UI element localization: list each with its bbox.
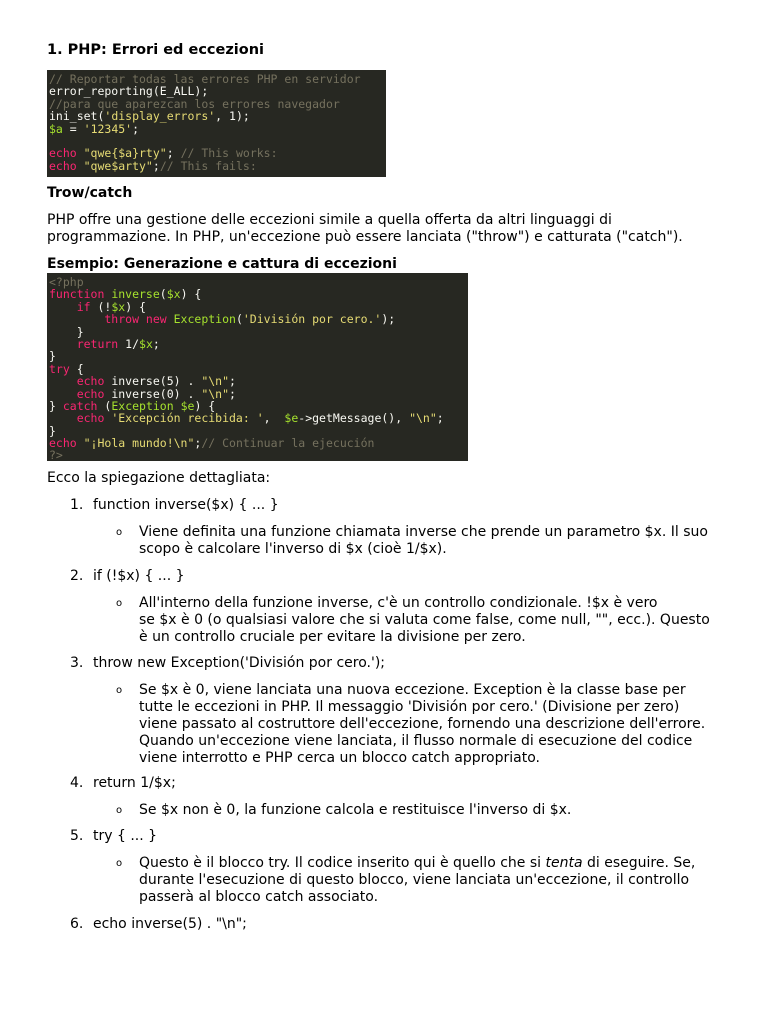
bullet-line: durante l'esecuzione di questo blocco, viene lanciata un'eccezione, il controllo (139, 872, 690, 888)
intro-paragraph (47, 212, 683, 246)
code-token: ; (152, 158, 160, 173)
bullet-line: tutte le eccezioni in PHP. Il messaggio 'División por cero.' (Divisione per zero) (139, 699, 680, 715)
code-token: inverse(5) . (111, 374, 202, 389)
code-token: ) { (180, 287, 202, 302)
code-line (49, 123, 386, 135)
code-token: "¡Hola mundo!\n" (83, 436, 195, 451)
code-token: // This works: (180, 146, 278, 161)
code-token: echo (49, 158, 84, 173)
code-token: echo (49, 146, 84, 161)
code-token: ) { (194, 398, 216, 413)
bullet-icon: o (116, 598, 123, 609)
code-token: ; (229, 386, 236, 401)
code-token: ->getMessage(), (298, 411, 410, 426)
list-item-title: try { ... } (93, 828, 158, 844)
bullet-icon: o (116, 685, 123, 696)
code-token: function (49, 287, 112, 302)
intro-line-1: PHP offre una gestione delle eccezioni simile a quella offerta da altri linguaggi di (47, 212, 612, 228)
bullet-icon: o (116, 805, 123, 816)
code-token: } (49, 423, 56, 438)
code-line (49, 449, 468, 461)
bullet-icon: o (116, 858, 123, 869)
list-item-title: echo inverse(5) . "\n"; (93, 916, 247, 932)
bullet-line: All'interno della funzione inverse, c'è un controllo condizionale. !$x è vero (139, 595, 658, 611)
section-heading: 1. PHP: Errori ed eccezioni (47, 42, 265, 58)
code-token: ; (436, 411, 444, 426)
code-line (49, 160, 386, 172)
code-token: 1/ (125, 336, 140, 351)
code-line (49, 313, 468, 325)
bullet-line: Se $x non è 0, la funzione calcola e restituisce l'inverso di $x. (139, 802, 572, 818)
list-item-number: 1. (70, 497, 84, 513)
code-token: 'display_errors' (104, 109, 216, 124)
code-token: ; (229, 374, 236, 389)
code-token: ini_set( (49, 109, 105, 124)
text-segment: di eseguire. Se, (582, 855, 696, 871)
code-token: } (49, 324, 84, 339)
bullet-line: viene interrotto e PHP cerca un blocco catch appropriato. (139, 750, 540, 766)
code-token: throw new (49, 312, 174, 327)
list-item-title: function inverse($x) { ... } (93, 497, 279, 513)
code-token: Exception (111, 398, 181, 413)
bullet-text (139, 595, 710, 646)
code-line (49, 437, 468, 449)
text-segment: Questo è il blocco try. Il codice inserito qui è quello che si (139, 855, 546, 871)
bullet-line: se $x è 0 (o qualsiasi valore che si valuta come false, come null, "", ecc.). Questo (139, 612, 710, 628)
code-block-error-reporting (47, 70, 386, 177)
code-token: <?php (49, 275, 84, 289)
code-token: return (49, 336, 126, 351)
list-item-number: 5. (70, 828, 84, 844)
emphasis-text: tenta (545, 855, 583, 871)
bullet-line: Quando un'eccezione viene lanciata, il flusso normale di esecuzione del codice (139, 733, 693, 749)
code-token: ?> (49, 448, 63, 461)
bullet-line: è un controllo cruciale per evitare la divisione per zero. (139, 629, 526, 645)
code-token: $e (284, 411, 299, 426)
code-token: (! (97, 299, 112, 314)
code-token: } (49, 398, 63, 413)
code-token: echo (49, 374, 112, 389)
code-token: //para que aparezcan los errores navegador (49, 96, 340, 111)
code-token: // Reportar todas las errores PHP en servidor (49, 72, 361, 86)
code-token: error_reporting(E_ALL); (49, 84, 209, 99)
code-token: ; (166, 146, 181, 161)
bullet-icon: o (116, 527, 123, 538)
code-token: ; (152, 336, 160, 351)
code-token: catch (62, 398, 105, 413)
code-line (49, 412, 468, 424)
bullet-line (139, 855, 695, 872)
code-token: try (49, 361, 77, 376)
bullet-text (139, 855, 695, 906)
code-token: Exception (173, 312, 236, 327)
list-item-number: 3. (70, 655, 84, 671)
trow-catch-heading: Trow/catch (47, 185, 133, 201)
code-token: echo (49, 436, 84, 451)
code-token: "qwe{$a}rty" (83, 146, 167, 161)
code-token: ; (132, 121, 140, 136)
code-token: echo (49, 386, 112, 401)
code-token: echo (49, 411, 112, 426)
code-token: "qwe$arty" (83, 158, 153, 173)
code-token: $x (139, 336, 153, 351)
code-token: ); (381, 312, 396, 327)
code-token: ( (104, 398, 112, 413)
code-token: ) { (125, 299, 146, 314)
list-item-title: if (!$x) { ... } (93, 568, 185, 584)
code-token: // Continuar la ejecución (201, 436, 375, 451)
code-token: '12345' (83, 121, 133, 136)
bullet-text (139, 524, 708, 558)
bullet-line: scopo è calcolare l'inverso di $x (cioè 1/$x). (139, 541, 447, 557)
bullet-text (139, 802, 571, 819)
code-token: 'Excepción recibida: ' (111, 411, 264, 426)
list-item-title: throw new Exception('División por cero.'); (93, 655, 386, 671)
code-token: ( (235, 312, 243, 327)
code-token: // This fails: (159, 158, 257, 173)
code-line (49, 350, 468, 362)
list-item-number: 6. (70, 916, 84, 932)
code-token: inverse (111, 287, 160, 302)
code-token: 'División por cero.' (242, 312, 382, 327)
code-token: inverse(0) . (111, 386, 202, 401)
list-item-title: return 1/$x; (93, 775, 176, 791)
bullet-line: passerà al blocco catch associato. (139, 889, 379, 905)
code-line (49, 338, 468, 350)
code-token: $a (49, 121, 63, 136)
bullet-line: viene passato al costruttore dell'eccezione, fornendo una descrizione dell'errore. (139, 716, 706, 732)
bullet-line: Viene definita una funzione chiamata inverse che prende un parametro $x. Il suo (139, 524, 708, 540)
intro-line-2: programmazione. In PHP, un'eccezione può essere lanciata ("throw") e catturata ("catch"). (47, 229, 683, 245)
bullet-line: Se $x è 0, viene lanciata una nuova eccezione. Exception è la classe base per (139, 682, 686, 698)
bullet-text (139, 682, 705, 767)
code-token: $x (166, 287, 181, 302)
list-item-number: 4. (70, 775, 84, 791)
code-token: , 1); (215, 109, 250, 124)
code-token: $x (111, 299, 126, 314)
explanation-intro: Ecco la spiegazione dettagliata: (47, 470, 271, 486)
code-token: ( (159, 287, 167, 302)
code-token: "\n" (201, 386, 230, 401)
code-token: { (76, 361, 84, 376)
code-token: } (49, 349, 56, 364)
code-token: if (49, 299, 98, 314)
example-heading: Esempio: Generazione e cattura di eccezioni (47, 256, 397, 272)
code-token: $e (180, 398, 195, 413)
code-token: "\n" (201, 374, 230, 389)
code-token: ; (194, 436, 202, 451)
code-token: "\n" (409, 411, 437, 426)
code-token: = (62, 121, 84, 136)
code-block-exception-example (47, 273, 468, 461)
list-item-number: 2. (70, 568, 84, 584)
code-token: , (263, 411, 285, 426)
